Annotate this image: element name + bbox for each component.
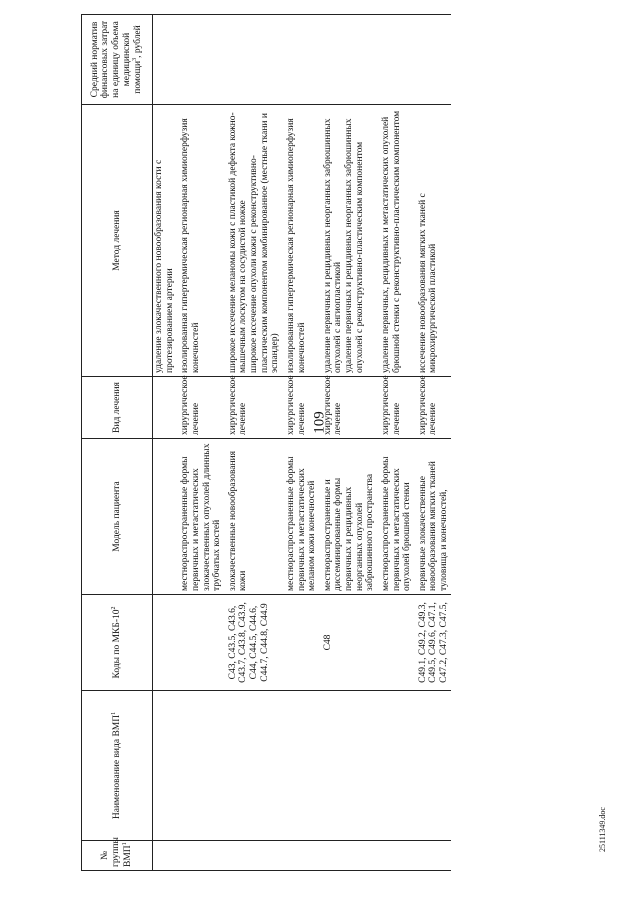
table-row xyxy=(414,15,451,871)
table-row xyxy=(282,15,319,871)
header-patient-model: Модель пациента xyxy=(82,439,153,595)
vmp-table xyxy=(81,14,451,871)
cell-method: удаление первичных, рецидивных и метастатических опухолей брюшной стенки с реконструктивно-пластическим компонентом xyxy=(377,105,414,377)
cell-icd-codes: C43, C43.5, C43.6, C43.7, C43.8, C43.9, C44, C44.5, C44.6, C44.7, C44.8, C44.9 xyxy=(224,595,282,691)
cell-treatment-type: хирургическое лечение xyxy=(282,377,319,439)
method-option: удаление первичных и рецидивных неорганных забрюшинных опухолей с ангиопластикой xyxy=(322,118,344,373)
method-option: широкое иссечение меланомы кожи с пластикой дефекта кожно-мышечным лоскутом на сосудистой ножке xyxy=(227,112,249,373)
cell-patient-model: местнораспространенные формы первичных и метастатических злокачественных опухолей длинных трубчатых костей xyxy=(176,439,224,595)
cell-treatment-type: хирургическое лечение xyxy=(414,377,451,439)
table-header-row xyxy=(82,15,153,871)
cell-patient-model: местнораспространенные формы первичных и метастатических меланом кожи конечностей xyxy=(282,439,319,595)
cell-method: удаление злокачественного новообразования кости с протезированием артерии xyxy=(153,105,177,377)
cell-method xyxy=(319,105,377,377)
header-group-number: № группы ВМП$^1$ xyxy=(82,841,153,871)
cell-method: изолированная гипертермическая регионарная химиоперфузия конечностей xyxy=(176,105,224,377)
table-row xyxy=(153,15,177,871)
method-option: широкое иссечение опухоли кожи с реконструктивно-пластическим компонентом комбинированное (местные ткани и эспандер) xyxy=(249,113,281,373)
cell-method: иссечение новообразования мягких тканей с микрохирургической пластикой xyxy=(414,105,451,377)
cell-icd-codes: C48 xyxy=(319,595,377,691)
table-row xyxy=(224,15,282,871)
header-treatment-type: Вид лечения xyxy=(82,377,153,439)
table-row xyxy=(377,15,414,871)
table-row xyxy=(176,15,224,871)
header-cost: Средний норматив финансовых затрат на единицу объема медицинской помощи$^3$, рублей xyxy=(82,15,153,105)
rotated-table-area xyxy=(81,15,600,871)
table-row xyxy=(319,15,377,871)
cell-method: изолированная гипертермическая регионарная химиоперфузия конечностей xyxy=(282,105,319,377)
page-number: 109 xyxy=(311,411,328,434)
document-footer-code: 25111349.doc xyxy=(598,807,607,852)
cell-treatment-type: хирургическое лечение xyxy=(377,377,414,439)
cell-method xyxy=(224,105,282,377)
cell-patient-model: первичные злокачественные новообразования мягких тканей туловища и конечностей, xyxy=(414,439,451,595)
cell-patient-model: местнораспространенные формы первичных и метастатических опухолей брюшной стенки xyxy=(377,439,414,595)
cell-patient-model: злокачественные новообразования кожи xyxy=(224,439,282,595)
method-option: удаление первичных и рецидивных неорганных забрюшинных опухолей с реконструктивно-пластическим компонентом xyxy=(344,118,365,373)
cell-icd-codes: C49.1, C49.2, C49.3, C49.5, C49.6, C47.1, C47.2, C47.3, C47.5, xyxy=(414,595,451,691)
header-icd-codes: Коды по МКБ-$10^2$ xyxy=(82,595,153,691)
cell-treatment-type: хирургическое лечение xyxy=(224,377,282,439)
header-vmp-name: Наименование вида ВМП$^1$ xyxy=(82,691,153,841)
cell-treatment-type: хирургическое лечение xyxy=(176,377,224,439)
cell-treatment-type: хирургическое лечение xyxy=(319,377,377,439)
cell-patient-model: местнораспространенные и диссеминированные формы первичных и рецидивных неорганных опухолей забрюшинного пространства xyxy=(319,439,377,595)
header-treatment-method: Метод лечения xyxy=(82,105,153,377)
